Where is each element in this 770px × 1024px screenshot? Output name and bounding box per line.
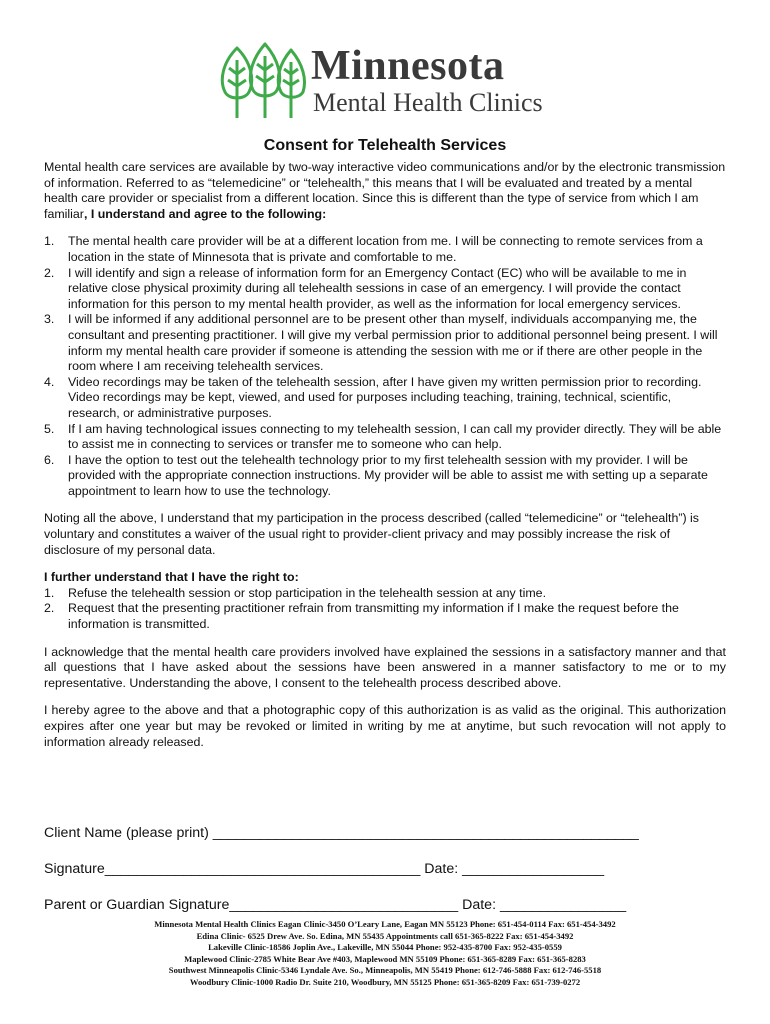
clinic-logo [215, 40, 575, 122]
item-number: 2. [44, 265, 55, 280]
item-text: Video recordings may be taken of the telehealth session, after I have given my written permission prior to recording. Video recordings may be kept, viewed, and used for purposes including teaching, training, technical, scientific, research, or administrative purposes. [68, 374, 702, 420]
item-text: Request that the presenting practitioner refrain from transmitting my information if I make the request before the information is transmitted. [68, 601, 679, 632]
footer-line: Maplewood Clinic-2785 White Bear Ave #403, Maplewood MN 55109 Phone: 651-365-8289 Fax: 651-365-8283 [184, 953, 586, 964]
intro-paragraph [44, 160, 726, 222]
waiver-paragraph: Noting all the above, I understand that my participation in the process described (called “telemedicine” or “telehealth”) is voluntary and constitutes a waiver of the usual right to provider-client privacy and may possibly increase the risk of disclosure of my personal data. [44, 511, 699, 557]
list-item [44, 234, 726, 265]
rights-heading: I further understand that I have the right to: [44, 570, 299, 585]
client-name-field[interactable]: Client Name (please print) ______________________________________________________ [44, 825, 639, 841]
list-item [44, 586, 726, 602]
item-number: 2. [44, 601, 55, 616]
list-item [44, 453, 726, 500]
item-text: I will be informed if any additional personnel are to be present other than myself, individuals accompanying me, the consultant and presenting practitioner. I will give my verbal permission prior to additional personnel being present. I will inform my mental health care provider if someone is attending the session with me or if there are other people in the room where I am receiving telehealth services. [68, 312, 718, 374]
list-item [44, 375, 726, 422]
footer-line: Southwest Minneapolis Clinic-5346 Lyndale Ave. So., Minneapolis, MN 55419 Phone: 612-746-5888 Fax: 612-746-5518 [168, 965, 602, 976]
consent-body [44, 136, 726, 750]
acknowledge-paragraph: I acknowledge that the mental health care providers involved have explained the sessions in a satisfactory manner and that all questions that I have asked about the sessions have been answered in a manner satisfactory to me or to my representative. Understanding the above, I consent to the telehealth process described above. [44, 644, 726, 690]
tree-logo-icon [215, 40, 307, 120]
item-text: If I am having technological issues connecting to my telehealth session, I can call my provider directly. They will be able to assist me in connecting to services or transfer me to someone who can help. [68, 421, 722, 452]
footer-line: Woodbury Clinic-1000 Radio Dr. Suite 210, Woodbury, MN 55125 Phone: 651-365-8209 Fax: 651-739-0272 [189, 976, 581, 987]
list-item [44, 312, 726, 374]
item-number: 4. [44, 374, 55, 389]
authorization-paragraph: I hereby agree to the above and that a photographic copy of this authorization is as valid as the original. This authorization expires after one year but may be revoked or limited in writing by me at anytime, but such revocation will not apply to information already released. [44, 703, 726, 749]
list-item [44, 266, 726, 313]
footer-line: Lakeville Clinic-18586 Joplin Ave., Lakeville, MN 55044 Phone: 952-435-8700 Fax: 952-435-0559 [208, 942, 562, 953]
item-number: 1. [44, 234, 55, 249]
list-item [44, 601, 726, 632]
intro-text: Mental health care services are available by two-way interactive video communications and/or by the electronic transmission of information. Referred to as “telemedicine” or “telehealth,” this means that I will be evaluated and treated by a mental health care provider or specialist from a different location. Since this is different than the type of service from which I am familiar [44, 160, 726, 221]
signature-field[interactable]: Signature________________________________________ Date: __________________ [44, 861, 605, 877]
list-item [44, 422, 726, 453]
item-number: 5. [44, 421, 55, 436]
logo-subtitle: Mental Health Clinics [313, 88, 543, 117]
document-title: Consent for Telehealth Services [263, 137, 507, 154]
intro-bold-text: , I understand and agree to the following: [83, 206, 327, 221]
clinic-addresses-footer [0, 919, 770, 989]
guardian-signature-field[interactable]: Parent or Guardian Signature_____________________________ Date: ________________ [44, 897, 627, 913]
item-text: I have the option to test out the telehealth technology prior to my first telehealth session with my provider. I will be provided with the appropriate connection instructions. My provider will be able to assist me with setting up a separate appointment to learn how to use the technology. [68, 452, 708, 498]
agreement-list [44, 234, 726, 499]
item-number: 1. [44, 585, 55, 600]
footer-line: Edina Clinic- 6525 Drew Ave. So. Edina, MN 55435 Appointments call 651-365-8222 Fax: 651-454-3492 [196, 930, 574, 941]
item-number: 3. [44, 312, 55, 327]
item-number: 6. [44, 452, 55, 467]
footer-line: Minnesota Mental Health Clinics Eagan Clinic-3450 O’Leary Lane, Eagan MN 55123 Phone: 651-454-0114 Fax: 651-454-3492 [154, 919, 616, 929]
item-text: The mental health care provider will be at a different location from me. I will be connecting to remote services from a location in the state of Minnesota that is private and comfortable to me. [68, 234, 703, 264]
rights-list [44, 586, 726, 633]
logo-title: Minnesota [311, 43, 505, 89]
item-text: I will identify and sign a release of information form for an Emergency Contact (EC) who will be available to me in relative close physical proximity during all telehealth sessions in case of an emergency. I will provide the contact information for this person to my mental health provider, as well as the information for local emergency services. [68, 265, 687, 311]
item-text: Refuse the telehealth session or stop participation in the telehealth session at any time. [68, 585, 547, 600]
